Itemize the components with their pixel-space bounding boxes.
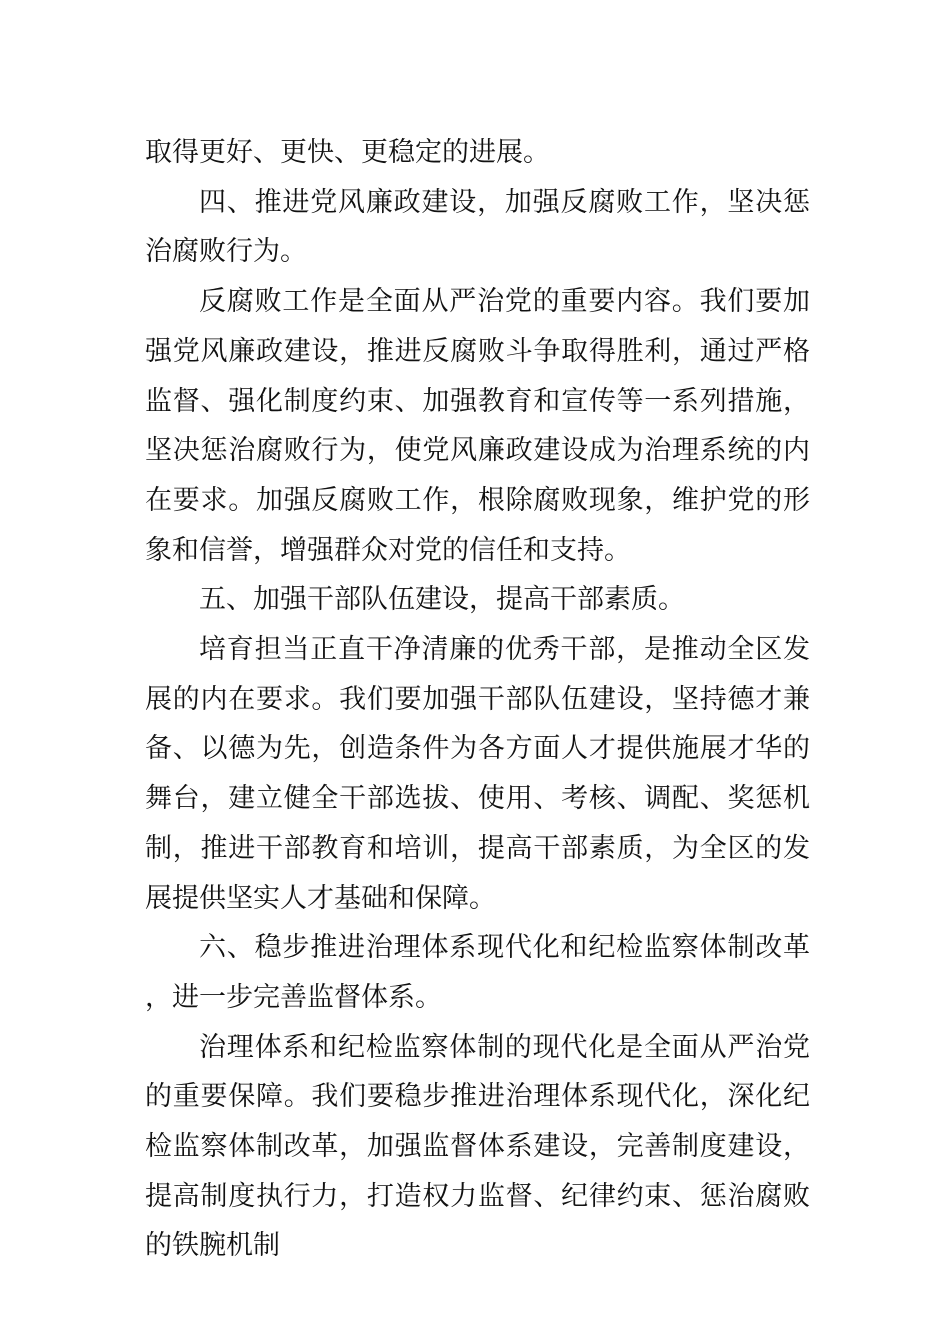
paragraph-anti-corruption: 反腐败工作是全面从严治党的重要内容。我们要加强党风廉政建设，推进反腐败斗争取得胜利，通过严格监督、强化制度约束、加强教育和宣传等一系列措施，坚决惩治腐败行为，使党风廉政建设成为治理系统的内在要求。加强反腐败工作，根除腐败现象，维护党的形象和信誉，增强群众对党的信任和支持。 — [145, 286, 810, 566]
section-heading-five: 五、加强干部队伍建设，提高干部素质。 — [199, 584, 685, 616]
paragraph-governance-reform: 治理体系和纪检监察体制的现代化是全面从严治党的重要保障。我们要稳步推进治理体系现代化，深化纪检监察体制改革，加强监督体系建设，完善制度建设，提高制度执行力，打造权力监督、纪律约束、惩治腐败的铁腕机制 — [145, 1031, 810, 1262]
paragraph-cadre-building: 培育担当正直干净清廉的优秀干部，是推动全区发展的内在要求。我们要加强干部队伍建设，坚持德才兼备、以德为先，创造条件为各方面人才提供施展才华的舞台，建立健全干部选拔、使用、考核、调配、奖惩机制，推进干部教育和培训，提高干部素质，为全区的发展提供坚实人才基础和保障。 — [145, 634, 810, 914]
section-heading-six: 六、稳步推进治理体系现代化和纪检监察体制改革，进一步完善监督体系。 — [145, 932, 810, 1013]
section-heading-four: 四、推进党风廉政建设，加强反腐败工作，坚决惩治腐败行为。 — [145, 186, 810, 268]
body-text — [145, 128, 810, 1271]
paragraph-continuation: 取得更好、更快、更稳定的进展。 — [145, 137, 550, 168]
